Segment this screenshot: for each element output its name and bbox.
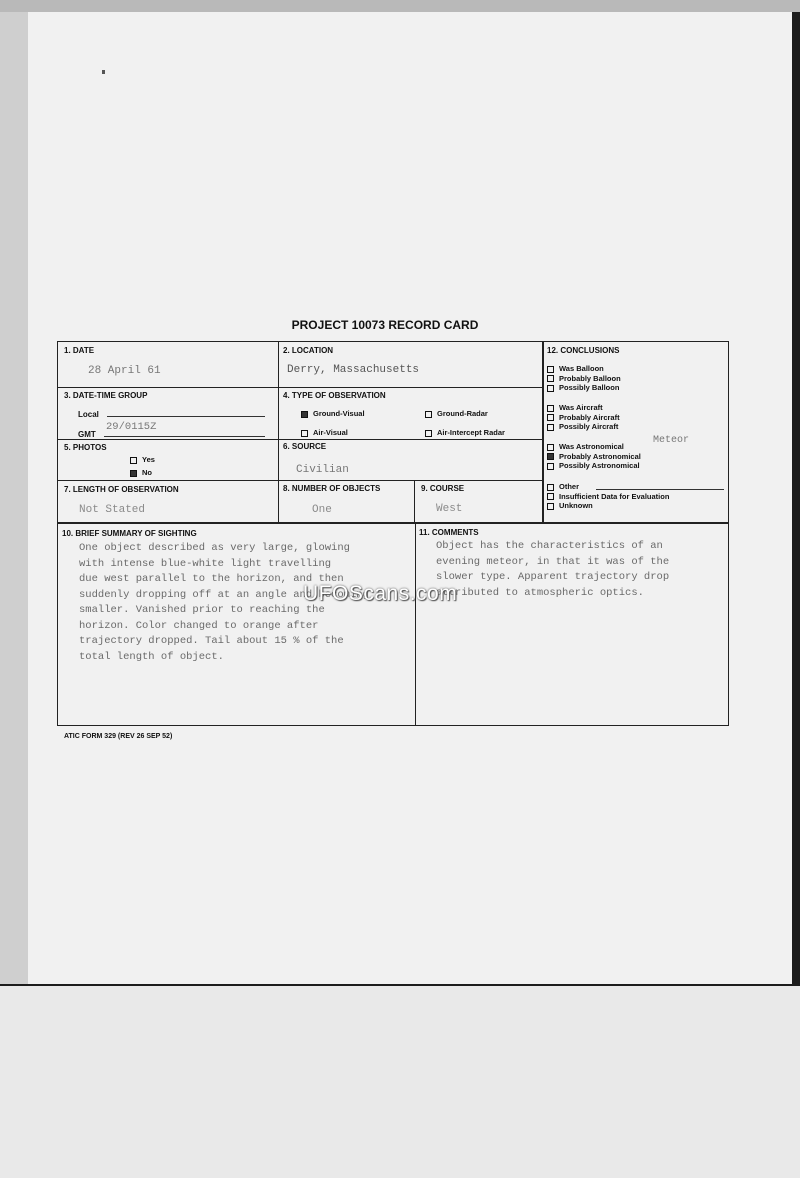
photos-no: No — [130, 468, 152, 477]
datetime-label: 3. DATE-TIME GROUP — [64, 391, 148, 400]
option-ground-radar: Ground-Radar — [425, 409, 488, 418]
conclusions-label: 12. CONCLUSIONS — [547, 346, 620, 355]
conclusion-item: Was Astronomical — [547, 442, 641, 452]
option-ground-visual: Ground-Visual — [301, 409, 365, 418]
objects-label: 8. NUMBER OF OBJECTS — [283, 484, 381, 493]
checkbox-icon — [547, 405, 554, 412]
summary-line: due west parallel to the horizon, and then — [79, 573, 344, 585]
conclusion-group-other — [547, 482, 669, 511]
summary-line: suddenly dropping off at an angle and becoming — [79, 588, 369, 601]
card-title: PROJECT 10073 RECORD CARD — [291, 318, 479, 332]
checkbox-icon — [547, 375, 554, 382]
conclusion-item: Probably Aircraft — [547, 413, 620, 423]
conclusion-group-aircraft — [547, 403, 620, 432]
divider-comments — [415, 522, 416, 726]
comments-line: Object has the characteristics of an — [436, 540, 663, 552]
date-label: 1. DATE — [64, 346, 95, 355]
comments-line: slower type. Apparent trajectory drop — [436, 571, 670, 583]
checkbox-checked-icon — [130, 470, 137, 477]
other-underline — [596, 489, 724, 490]
watermark-text: UFOScans.com — [303, 582, 458, 605]
divider-conclusions — [542, 341, 544, 522]
bleed-through-sheet — [0, 986, 800, 1178]
summary-line: horizon. Color changed to orange after — [79, 619, 319, 632]
conclusion-item: Possibly Balloon — [547, 383, 621, 393]
conclusion-item: Probably Astronomical — [547, 452, 641, 462]
conclusion-item: Insufficient Data for Evaluation — [547, 492, 669, 502]
divider-row4 — [57, 522, 729, 524]
comments-text — [436, 539, 669, 601]
checkbox-icon — [547, 414, 554, 421]
option-air-intercept-radar: Air-Intercept Radar — [425, 428, 505, 437]
location-value: Derry, Massachusetts — [287, 364, 420, 376]
summary-line: One object described as very large, glowing — [79, 542, 350, 554]
conclusion-item: Was Aircraft — [547, 403, 620, 413]
checkbox-icon — [425, 430, 432, 437]
conclusion-item: Was Balloon — [547, 364, 621, 374]
scan-left-edge — [0, 12, 28, 984]
divider-col1 — [278, 341, 279, 522]
comments-line: evening meteor, in that it was of the — [436, 555, 670, 568]
length-label: 7. LENGTH OF OBSERVATION — [64, 485, 179, 494]
meteor-note: Meteor — [653, 435, 690, 446]
checkbox-icon — [547, 444, 554, 451]
checkbox-icon — [547, 424, 554, 431]
source-label: 6. SOURCE — [283, 442, 327, 451]
divider-row3 — [57, 480, 542, 481]
source-value: Civilian — [296, 464, 349, 476]
checkbox-icon — [130, 457, 137, 464]
comments-line: attributed to atmospheric optics. — [436, 586, 644, 599]
course-label: 9. COURSE — [421, 484, 465, 493]
local-label: Local — [78, 410, 99, 419]
summary-label: 10. BRIEF SUMMARY OF SIGHTING — [62, 529, 197, 538]
location-label: 2. LOCATION — [283, 346, 334, 355]
gmt-underline — [104, 436, 265, 437]
divider-row1 — [57, 387, 542, 388]
gmt-label: GMT — [78, 430, 96, 439]
scan-top-edge — [0, 0, 800, 12]
conclusion-group-astronomical — [547, 442, 641, 471]
summary-line: trajectory dropped. Tail about 15 % of the — [79, 635, 344, 647]
conclusion-item: Unknown — [547, 501, 669, 511]
checkbox-icon — [547, 385, 554, 392]
conclusion-group-balloon — [547, 364, 621, 393]
date-value: 28 April 61 — [88, 365, 161, 377]
checkbox-icon — [547, 366, 554, 373]
summary-line: with intense blue-white light travelling — [79, 557, 332, 570]
photos-yes: Yes — [130, 455, 155, 464]
summary-line: smaller. Vanished prior to reaching the — [79, 604, 325, 616]
checkbox-checked-icon — [547, 453, 554, 460]
checkbox-icon — [301, 430, 308, 437]
length-value: Not Stated — [79, 504, 146, 516]
objects-value: One — [312, 504, 332, 516]
checkbox-icon — [547, 503, 554, 510]
divider-row2 — [57, 439, 542, 440]
local-underline — [107, 416, 265, 417]
scan-speck — [102, 70, 105, 74]
conclusion-item: Other — [547, 482, 669, 492]
photos-label: 5. PHOTOS — [64, 443, 107, 452]
gmt-value: 29/0115Z — [106, 421, 157, 433]
conclusion-item: Probably Balloon — [547, 374, 621, 384]
form-id: ATIC FORM 329 (REV 26 SEP 52) — [64, 733, 173, 740]
course-value: West — [436, 503, 463, 515]
checkbox-icon — [425, 411, 432, 418]
checkbox-icon — [547, 484, 554, 491]
checkbox-checked-icon — [301, 411, 308, 418]
checkbox-icon — [547, 493, 554, 500]
option-air-visual: Air-Visual — [301, 428, 348, 437]
checkbox-icon — [547, 463, 554, 470]
observation-type-label: 4. TYPE OF OBSERVATION — [283, 391, 386, 400]
divider-course — [414, 480, 415, 522]
conclusion-item: Possibly Astronomical — [547, 461, 641, 471]
comments-label: 11. COMMENTS — [419, 528, 479, 537]
conclusion-item: Possibly Aircraft — [547, 422, 620, 432]
summary-line: total length of object. — [79, 650, 224, 663]
